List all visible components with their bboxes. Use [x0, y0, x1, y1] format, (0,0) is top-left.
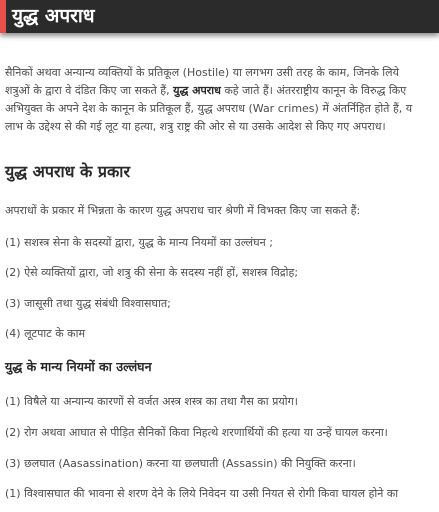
list-item: (2) रोग अथवा आघात से पीड़ित सैनिकों किवा निहत्थे शरणार्थियों की हत्या या उन्हें घायल करना। — [5, 426, 388, 439]
list-item: (1) विषैले या अन्यान्य कारणों से वर्जत अस्त्र शस्त्र का तथा गैस का प्रयोग। — [5, 395, 298, 408]
intro-line-2-end: कहे जाते हैं। अंतरराष्ट्रीय कानून के विरुद्ध किए — [220, 84, 407, 97]
list-item: (1) विश्वासघात की भावना से शरण देने के लिये निवेदन या उसी नियत से रोगी किवा घायल होने का — [5, 487, 399, 500]
list-item: (4) लूटपाट के काम — [5, 327, 86, 340]
section-types-intro: अपराधों के प्रकार में भिन्नता के कारण युद्ध अपराध चार श्रेणी में विभक्त किए जा सकते हैं: — [5, 204, 361, 217]
intro-paragraph — [5, 64, 439, 136]
intro-line-1: सैनिकों अथवा अन्यान्य व्यक्तियों के प्रतिकूल (Hostile) या लगभग उसी तरह के काम, जिनके लिये — [5, 66, 399, 79]
header-accent-bar — [0, 0, 6, 33]
intro-line-2 — [5, 82, 439, 100]
intro-bold-term: युद्ध अपराध — [173, 84, 221, 97]
intro-line-2-start: शत्रुओं के द्वारा वे दंडित किए जा सकते हैं, — [5, 84, 174, 97]
page-title: युद्ध अपराध — [12, 5, 95, 27]
article-intro — [5, 64, 439, 136]
section-heading-violations: युद्ध के मान्य नियमों का उल्लंघन — [5, 359, 152, 374]
list-item: (1) सशस्त्र सेना के सदस्यों द्वारा, युद्ध के मान्य नियमों का उल्लंघन ; — [5, 236, 273, 249]
section-heading-types: युद्ध अपराध के प्रकार — [5, 162, 130, 181]
intro-line-3: अभियुक्त के अपने देश के कानून के प्रतिकूल हैं, युद्ध अपराध (War crimes) में अंतर्निहित होते हैं, य — [5, 102, 413, 115]
list-item: (3) जासूसी तथा युद्ध संबंधी विश्वासघात; — [5, 297, 171, 310]
list-item: (3) छलघात (Aasassination) करना या छलघाती (Assassin) की नियुक्ति करना। — [5, 457, 356, 470]
intro-line-4: लाभ के उद्देश्य से की गई लूट या हत्या, शत्रु राष्ट्र की ओर से या उसके आदेश से किए गए अपराध। — [5, 120, 386, 133]
app-header — [0, 0, 439, 33]
list-item: (2) ऐसे व्यक्तियों द्वारा, जो शत्रु की सेना के सदस्य नहीं हों, सशस्त्र विद्रोह; — [5, 266, 299, 279]
